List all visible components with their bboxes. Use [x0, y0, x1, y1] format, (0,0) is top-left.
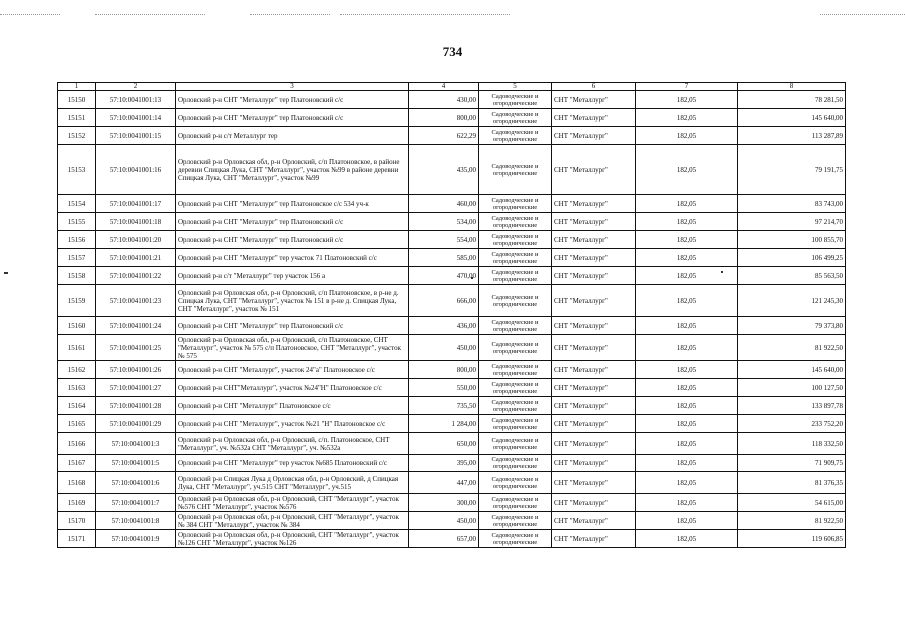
address-cell: Орловский р-н Орловская обл, р-н Орловский, с/п Платоновское, СНТ "Металлург", участок № 575 с/п Платоновское, СНТ "Металлург", участок № 575	[176, 335, 409, 361]
row-number: 15169	[58, 494, 96, 512]
cadastral-value-cell: 81 922,50	[738, 512, 846, 530]
cadastral-value-cell: 97 214,70	[738, 213, 846, 231]
cadastral-number: 57:10:0041001:7	[96, 494, 176, 512]
owner-cell: СНТ "Металлург"	[552, 91, 636, 109]
address-cell: Орловский р-н СНТ "Металлург" тер участок 71 Платоновский с/с	[176, 249, 409, 267]
cadastral-number: 57:10:0041001:27	[96, 379, 176, 397]
address-cell: Орловский р-н Орловская обл, р-н Орловский, СНТ "Металлург", участок №126 СНТ "Металлург", участок №126	[176, 530, 409, 548]
owner-cell: СНТ "Металлург"	[552, 530, 636, 548]
cadastral-value-cell: 78 281,50	[738, 91, 846, 109]
land-use-cell: Садоводческие и огороднические	[479, 433, 552, 455]
land-use-cell: Садоводческие и огороднические	[479, 379, 552, 397]
rate-cell: 182,05	[636, 455, 738, 472]
table-row	[58, 415, 846, 433]
cadastral-number: 57:10:0041001:26	[96, 361, 176, 379]
cadastral-number: 57:10:0041001:13	[96, 91, 176, 109]
address-cell: Орловский р-н СНТ "Металлург" тер Платоновский с/с	[176, 317, 409, 335]
row-number: 15164	[58, 397, 96, 415]
cadastral-value-cell: 100 127,50	[738, 379, 846, 397]
address-cell: Орловский р-н Орловская обл, р-н Орловский, с/п. Платоновское, СНТ "Металлург", уч. №532а СНТ "Металлург", уч. №532а	[176, 433, 409, 455]
address-cell: Орловский р-н СНТ "Металлург" Платоновское с/с	[176, 397, 409, 415]
cadastral-number: 57:10:0041001:15	[96, 127, 176, 145]
land-use-cell: Садоводческие и огороднические	[479, 91, 552, 109]
rate-cell: 182,05	[636, 317, 738, 335]
cadastral-value-cell: 121 245,30	[738, 285, 846, 317]
row-number: 15154	[58, 195, 96, 213]
owner-cell: СНТ "Металлург"	[552, 433, 636, 455]
land-use-cell: Садоводческие и огороднические	[479, 249, 552, 267]
rate-cell: 182,05	[636, 530, 738, 548]
area-cell: 800,00	[409, 109, 479, 127]
rate-cell: 182,05	[636, 249, 738, 267]
owner-cell: СНТ "Металлург"	[552, 455, 636, 472]
land-use-cell: Садоводческие и огороднические	[479, 145, 552, 195]
land-use-cell: Садоводческие и огороднические	[479, 472, 552, 494]
area-cell: 430,00	[409, 91, 479, 109]
land-use-cell: Садоводческие и огороднические	[479, 231, 552, 249]
scan-noise	[820, 14, 905, 16]
area-cell: 622,29	[409, 127, 479, 145]
address-cell: Орловский р-н СНТ "Металлург" тер Платоновский с/с	[176, 109, 409, 127]
area-cell: 450,00	[409, 512, 479, 530]
land-use-cell: Садоводческие и огороднические	[479, 317, 552, 335]
area-cell: 436,00	[409, 317, 479, 335]
rate-cell: 182,05	[636, 145, 738, 195]
table-row	[58, 195, 846, 213]
land-registry-table	[57, 82, 846, 548]
rate-cell: 182,05	[636, 335, 738, 361]
owner-cell: СНТ "Металлург"	[552, 249, 636, 267]
cadastral-value-cell: 79 191,75	[738, 145, 846, 195]
cadastral-number: 57:10:0041001:6	[96, 472, 176, 494]
owner-cell: СНТ "Металлург"	[552, 109, 636, 127]
address-cell: Орловский р-н СНТ"Металлург", участок №24"Н" Платоновское с/с	[176, 379, 409, 397]
land-use-cell: Садоводческие и огороднические	[479, 285, 552, 317]
row-number: 15155	[58, 213, 96, 231]
area-cell: 447,00	[409, 472, 479, 494]
owner-cell: СНТ "Металлург"	[552, 397, 636, 415]
row-number: 15160	[58, 317, 96, 335]
owner-cell: СНТ "Металлург"	[552, 361, 636, 379]
address-cell: Орловский р-н СНТ "Металлург" тер Платоновский с/с	[176, 91, 409, 109]
rate-cell: 182,05	[636, 231, 738, 249]
land-use-cell: Садоводческие и огороднические	[479, 267, 552, 285]
owner-cell: СНТ "Металлург"	[552, 472, 636, 494]
land-use-cell: Садоводческие и огороднические	[479, 397, 552, 415]
area-cell: 470,00	[409, 267, 479, 285]
table-row	[58, 361, 846, 379]
rate-cell: 182,05	[636, 195, 738, 213]
land-use-cell: Садоводческие и огороднические	[479, 127, 552, 145]
owner-cell: СНТ "Металлург"	[552, 317, 636, 335]
table-row	[58, 109, 846, 127]
table-row	[58, 91, 846, 109]
cadastral-value-cell: 118 332,50	[738, 433, 846, 455]
address-cell: Орловский р-н с/т "Металлург" тер участок 156 а	[176, 267, 409, 285]
owner-cell: СНТ "Металлург"	[552, 213, 636, 231]
cadastral-number: 57:10:0041001:18	[96, 213, 176, 231]
table-row	[58, 472, 846, 494]
column-header: 7	[636, 83, 738, 91]
row-number: 15165	[58, 415, 96, 433]
land-use-cell: Садоводческие и огороднические	[479, 530, 552, 548]
owner-cell: СНТ "Металлург"	[552, 231, 636, 249]
rate-cell: 182,05	[636, 433, 738, 455]
scan-mark	[4, 272, 8, 274]
row-number: 15159	[58, 285, 96, 317]
land-use-cell: Садоводческие и огороднические	[479, 494, 552, 512]
table-row	[58, 267, 846, 285]
cadastral-value-cell: 113 287,89	[738, 127, 846, 145]
table-row	[58, 494, 846, 512]
rate-cell: 182,05	[636, 91, 738, 109]
area-cell: 450,00	[409, 335, 479, 361]
address-cell: Орловский р-н с/т Металлург тер	[176, 127, 409, 145]
cadastral-number: 57:10:0041001:21	[96, 249, 176, 267]
cadastral-value-cell: 145 640,00	[738, 109, 846, 127]
cadastral-number: 57:10:0041001:25	[96, 335, 176, 361]
area-cell: 666,00	[409, 285, 479, 317]
owner-cell: СНТ "Металлург"	[552, 127, 636, 145]
owner-cell: СНТ "Металлург"	[552, 512, 636, 530]
scan-noise	[95, 14, 205, 16]
table-row	[58, 231, 846, 249]
address-cell: Орловский р-н СНТ "Металлург" тер участок №685 Платоновский с/с	[176, 455, 409, 472]
area-cell: 300,00	[409, 494, 479, 512]
area-cell: 534,00	[409, 213, 479, 231]
cadastral-number: 57:10:0041001:23	[96, 285, 176, 317]
area-cell: 550,00	[409, 379, 479, 397]
address-cell: Орловский р-н СНТ "Металлург", участок №21 "Н" Платоновское с/с	[176, 415, 409, 433]
table-row	[58, 379, 846, 397]
address-cell: Орловский р-н Орловская обл, р-н Орловский, с/п Платоновское, в районе деревни Спицкая Лука, СНТ "Металлург", участок №99 в районе деревни Спицкая Лука, СНТ "Металлург", участок №99	[176, 145, 409, 195]
rate-cell: 182,05	[636, 512, 738, 530]
rate-cell: 182,05	[636, 397, 738, 415]
cadastral-number: 57:10:0041001:20	[96, 231, 176, 249]
owner-cell: СНТ "Металлург"	[552, 379, 636, 397]
land-use-cell: Садоводческие и огороднические	[479, 213, 552, 231]
cadastral-number: 57:10:0041001:9	[96, 530, 176, 548]
area-cell: 395,00	[409, 455, 479, 472]
owner-cell: СНТ "Металлург"	[552, 145, 636, 195]
cadastral-value-cell: 233 752,20	[738, 415, 846, 433]
rate-cell: 182,05	[636, 127, 738, 145]
cadastral-value-cell: 85 563,50	[738, 267, 846, 285]
address-cell: Орловский р-н Спицкая Лука д Орловская обл, р-н Орловский, д Спицкая Лука, СНТ "Металлург", уч.515 СНТ "Металлург", уч.515	[176, 472, 409, 494]
table-row	[58, 127, 846, 145]
cadastral-number: 57:10:0041001:28	[96, 397, 176, 415]
row-number: 15157	[58, 249, 96, 267]
rate-cell: 182,05	[636, 213, 738, 231]
column-header: 5	[479, 83, 552, 91]
owner-cell: СНТ "Металлург"	[552, 195, 636, 213]
owner-cell: СНТ "Металлург"	[552, 494, 636, 512]
cadastral-number: 57:10:0041001:16	[96, 145, 176, 195]
address-cell: Орловский р-н СНТ "Металлург" тер Платоновский с/с	[176, 213, 409, 231]
area-cell: 435,00	[409, 145, 479, 195]
column-number-row	[58, 83, 846, 91]
rate-cell: 182,05	[636, 361, 738, 379]
area-cell: 735,50	[409, 397, 479, 415]
row-number: 15171	[58, 530, 96, 548]
cadastral-value-cell: 79 373,80	[738, 317, 846, 335]
address-cell: Орловский р-н Орловская обл, р-н Орловский, с/п Платоновское, в р-не д. Спицкая Лука, СНТ "Металлург", участок № 151 в р-не д. Спицкая Лука, СНТ "Металлург", участок № 151	[176, 285, 409, 317]
row-number: 15161	[58, 335, 96, 361]
owner-cell: СНТ "Металлург"	[552, 285, 636, 317]
cadastral-value-cell: 81 922,50	[738, 335, 846, 361]
column-header: 6	[552, 83, 636, 91]
row-number: 15150	[58, 91, 96, 109]
row-number: 15170	[58, 512, 96, 530]
column-header: 8	[738, 83, 846, 91]
row-number: 15151	[58, 109, 96, 127]
scan-noise	[0, 14, 60, 16]
rate-cell: 182,05	[636, 472, 738, 494]
scan-noise	[340, 14, 510, 16]
scan-noise	[250, 14, 330, 16]
owner-cell: СНТ "Металлург"	[552, 415, 636, 433]
address-cell: Орловский р-н СНТ "Металлург" тер Платоновское с/с 534 уч-к	[176, 195, 409, 213]
row-number: 15163	[58, 379, 96, 397]
cadastral-number: 57:10:0041001:17	[96, 195, 176, 213]
row-number: 15158	[58, 267, 96, 285]
cadastral-number: 57:10:0041001:29	[96, 415, 176, 433]
cadastral-number: 57:10:0041001:14	[96, 109, 176, 127]
table-row	[58, 249, 846, 267]
owner-cell: СНТ "Металлург"	[552, 335, 636, 361]
land-use-cell: Садоводческие и огороднические	[479, 109, 552, 127]
cadastral-value-cell: 106 499,25	[738, 249, 846, 267]
rate-cell: 182,05	[636, 415, 738, 433]
column-header: 3	[176, 83, 409, 91]
cadastral-value-cell: 100 855,70	[738, 231, 846, 249]
area-cell: 585,00	[409, 249, 479, 267]
address-cell: Орловский р-н СНТ "Металлург" тер Платоновский с/с	[176, 231, 409, 249]
cadastral-value-cell: 54 615,00	[738, 494, 846, 512]
address-cell: Орловский р-н Орловская обл, р-н Орловский, СНТ "Металлург", участок № 384 СНТ "Металлург", участок № 384	[176, 512, 409, 530]
table-row	[58, 317, 846, 335]
table-row	[58, 335, 846, 361]
column-header: 1	[58, 83, 96, 91]
page-number: 734	[442, 44, 463, 59]
land-use-cell: Садоводческие и огороднические	[479, 335, 552, 361]
rate-cell: 182,05	[636, 109, 738, 127]
rate-cell: 182,05	[636, 379, 738, 397]
row-number: 15153	[58, 145, 96, 195]
cadastral-value-cell: 119 606,85	[738, 530, 846, 548]
table-row	[58, 397, 846, 415]
land-use-cell: Садоводческие и огороднические	[479, 361, 552, 379]
cadastral-value-cell: 71 909,75	[738, 455, 846, 472]
rate-cell: 182,05	[636, 285, 738, 317]
rate-cell: 182,05	[636, 267, 738, 285]
cadastral-number: 57:10:0041001:3	[96, 433, 176, 455]
column-header: 4	[409, 83, 479, 91]
table-row	[58, 433, 846, 455]
table-row	[58, 213, 846, 231]
row-number: 15162	[58, 361, 96, 379]
table-row	[58, 530, 846, 548]
area-cell: 554,00	[409, 231, 479, 249]
cadastral-value-cell: 133 897,78	[738, 397, 846, 415]
cadastral-number: 57:10:0041001:24	[96, 317, 176, 335]
area-cell: 460,00	[409, 195, 479, 213]
land-use-cell: Садоводческие и огороднические	[479, 512, 552, 530]
address-cell: Орловский р-н СНТ "Металлург", участок 24"а" Платоновское с/с	[176, 361, 409, 379]
table-row	[58, 145, 846, 195]
row-number: 15166	[58, 433, 96, 455]
table-row	[58, 285, 846, 317]
area-cell: 800,00	[409, 361, 479, 379]
land-use-cell: Садоводческие и огороднические	[479, 455, 552, 472]
cadastral-value-cell: 145 640,00	[738, 361, 846, 379]
cadastral-number: 57:10:0041001:8	[96, 512, 176, 530]
row-number: 15152	[58, 127, 96, 145]
area-cell: 650,00	[409, 433, 479, 455]
table-row	[58, 455, 846, 472]
cadastral-value-cell: 83 743,00	[738, 195, 846, 213]
rate-cell: 182,05	[636, 494, 738, 512]
row-number: 15168	[58, 472, 96, 494]
column-header: 2	[96, 83, 176, 91]
address-cell: Орловский р-н Орловская обл, р-н Орловский, СНТ "Металлург", участок №576 СНТ "Металлург", участок №576	[176, 494, 409, 512]
cadastral-number: 57:10:0041001:5	[96, 455, 176, 472]
table-row	[58, 512, 846, 530]
area-cell: 657,00	[409, 530, 479, 548]
row-number: 15167	[58, 455, 96, 472]
cadastral-value-cell: 81 376,35	[738, 472, 846, 494]
area-cell: 1 284,00	[409, 415, 479, 433]
cadastral-number: 57:10:0041001:22	[96, 267, 176, 285]
row-number: 15156	[58, 231, 96, 249]
land-use-cell: Садоводческие и огороднические	[479, 195, 552, 213]
owner-cell: СНТ "Металлург"	[552, 267, 636, 285]
land-use-cell: Садоводческие и огороднические	[479, 415, 552, 433]
